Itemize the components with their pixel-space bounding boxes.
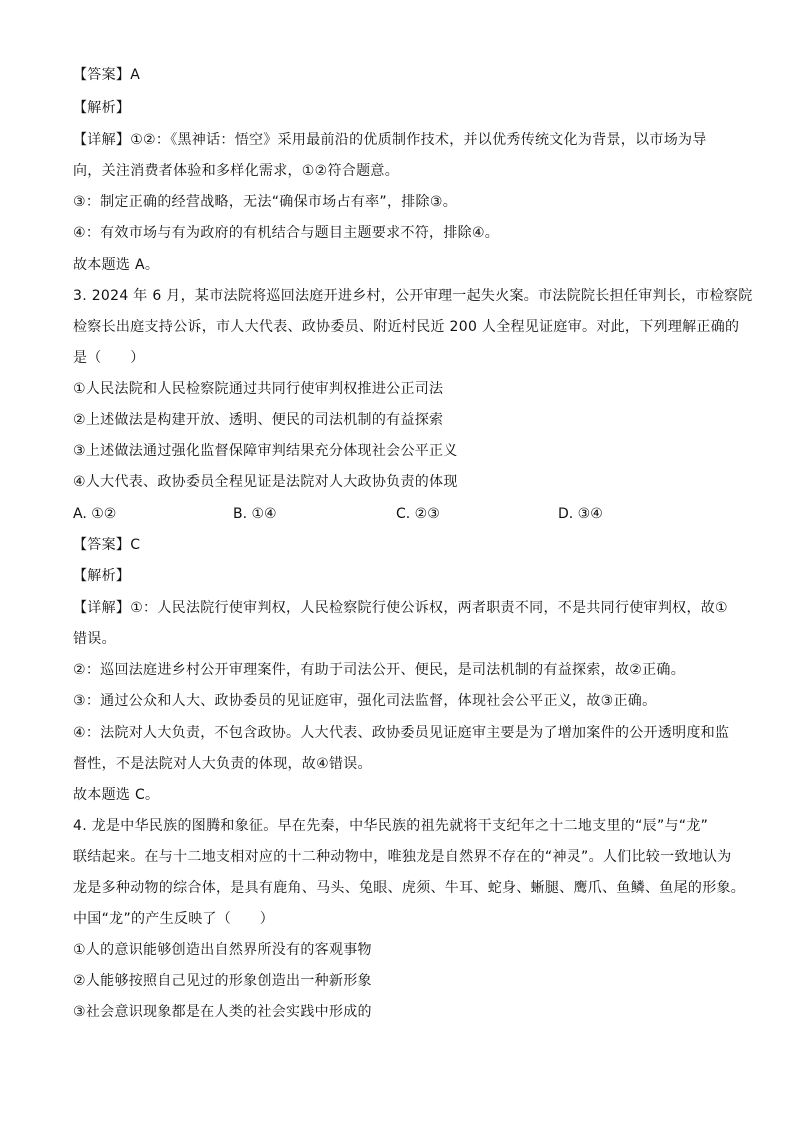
q2-detail-line: 【详解】①②：《黑神话：悟空》采用最前沿的优质制作技术，并以优秀传统文化为背景，以市场为导 — [73, 132, 707, 148]
q3-statement: ④人大代表、政协委员全程见证是法院对人大政协负责的体现 — [73, 474, 458, 490]
q3-statement: ②上述做法是构建开放、透明、便民的司法机制的有益探索 — [73, 412, 444, 428]
q4-stem-line: 4. 龙是中华民族的图腾和象征。早在先秦，中华民族的祖先就将干支纪年之十二地支里的“辰”与“龙” — [73, 818, 709, 834]
q3-option-b: B. ①④ — [233, 506, 277, 522]
q3-statement: ①人民法院和人民检察院通过共同行使审判权推进公正司法 — [73, 381, 444, 397]
q3-detail-line: 督性，不是法院对人大负责的体现，故④错误。 — [73, 756, 372, 772]
q3-detail-line: ④：法院对人大负责，不包含政协。人大代表、政协委员见证庭审主要是为了增加案件的公开透明度和监 — [73, 725, 730, 741]
q3-stem-line: 检察长出庭支持公诉，市人大代表、政协委员、附近村民近 200 人全程见证庭审。对此，下列理解正确的 — [73, 319, 740, 335]
q4-stem-line: 联结起来。在与十二地支相对应的十二种动物中，唯独龙是自然界不存在的“神灵”。人们比较一致地认为 — [73, 849, 732, 865]
q3-option-d: D. ③④ — [558, 506, 603, 522]
q4-statement: ②人能够按照自己见过的形象创造出一种新形象 — [73, 973, 372, 989]
q3-answer: 【答案】C — [73, 537, 141, 553]
q3-detail-line: 故本题选 C。 — [73, 787, 160, 803]
q3-detail-line: 错误。 — [73, 631, 116, 647]
q2-detail-line: 向，关注消费者体验和多样化需求，①②符合题意。 — [73, 163, 399, 179]
q3-detail-line: ②：巡回法庭进乡村公开审理案件，有助于司法公开、便民，是司法机制的有益探索，故②正确。 — [73, 662, 685, 678]
q3-option-a: A. ①② — [73, 506, 117, 522]
q4-statement: ①人的意识能够创造出自然界所没有的客观事物 — [73, 942, 372, 958]
q2-detail-line: 故本题选 A。 — [73, 257, 160, 273]
q2-analysis-label: 【解析】 — [73, 100, 131, 116]
q3-detail-line: 【详解】①：人民法院行使审判权，人民检察院行使公诉权，两者职责不同，不是共同行使审判权，故① — [73, 600, 728, 616]
q3-detail-line: ③：通过公众和人大、政协委员的见证庭审，强化司法监督，体现社会公平正义，故③正确。 — [73, 693, 657, 709]
q2-detail-line: ④：有效市场与有为政府的有机结合与题目主题要求不符，排除④。 — [73, 225, 500, 241]
q3-option-c: C. ②③ — [396, 506, 440, 522]
q3-stem-line: 3. 2024 年 6 月，某市法院将巡回法庭开进乡村，公开审理一起失火案。市法院院长担任审判长，市检察院 — [73, 288, 753, 304]
q2-detail-line: ③：制定正确的经营战略，无法“确保市场占有率”，排除③。 — [73, 194, 458, 210]
q4-stem-line: 中国“龙”的产生反映了（ ） — [73, 911, 275, 927]
q3-statement: ③上述做法通过强化监督保障审判结果充分体现社会公平正义 — [73, 443, 458, 459]
q3-analysis-label: 【解析】 — [73, 568, 131, 584]
q2-answer: 【答案】A — [73, 67, 141, 83]
q4-stem-line: 龙是多种动物的综合体，是具有鹿角、马头、兔眼、虎须、牛耳、蛇身、蜥腿、鹰爪、鱼鳞、鱼尾的形象。 — [73, 880, 746, 896]
q4-statement: ③社会意识现象都是在人类的社会实践中形成的 — [73, 1004, 372, 1020]
q3-stem-line: 是（ ） — [73, 350, 145, 366]
